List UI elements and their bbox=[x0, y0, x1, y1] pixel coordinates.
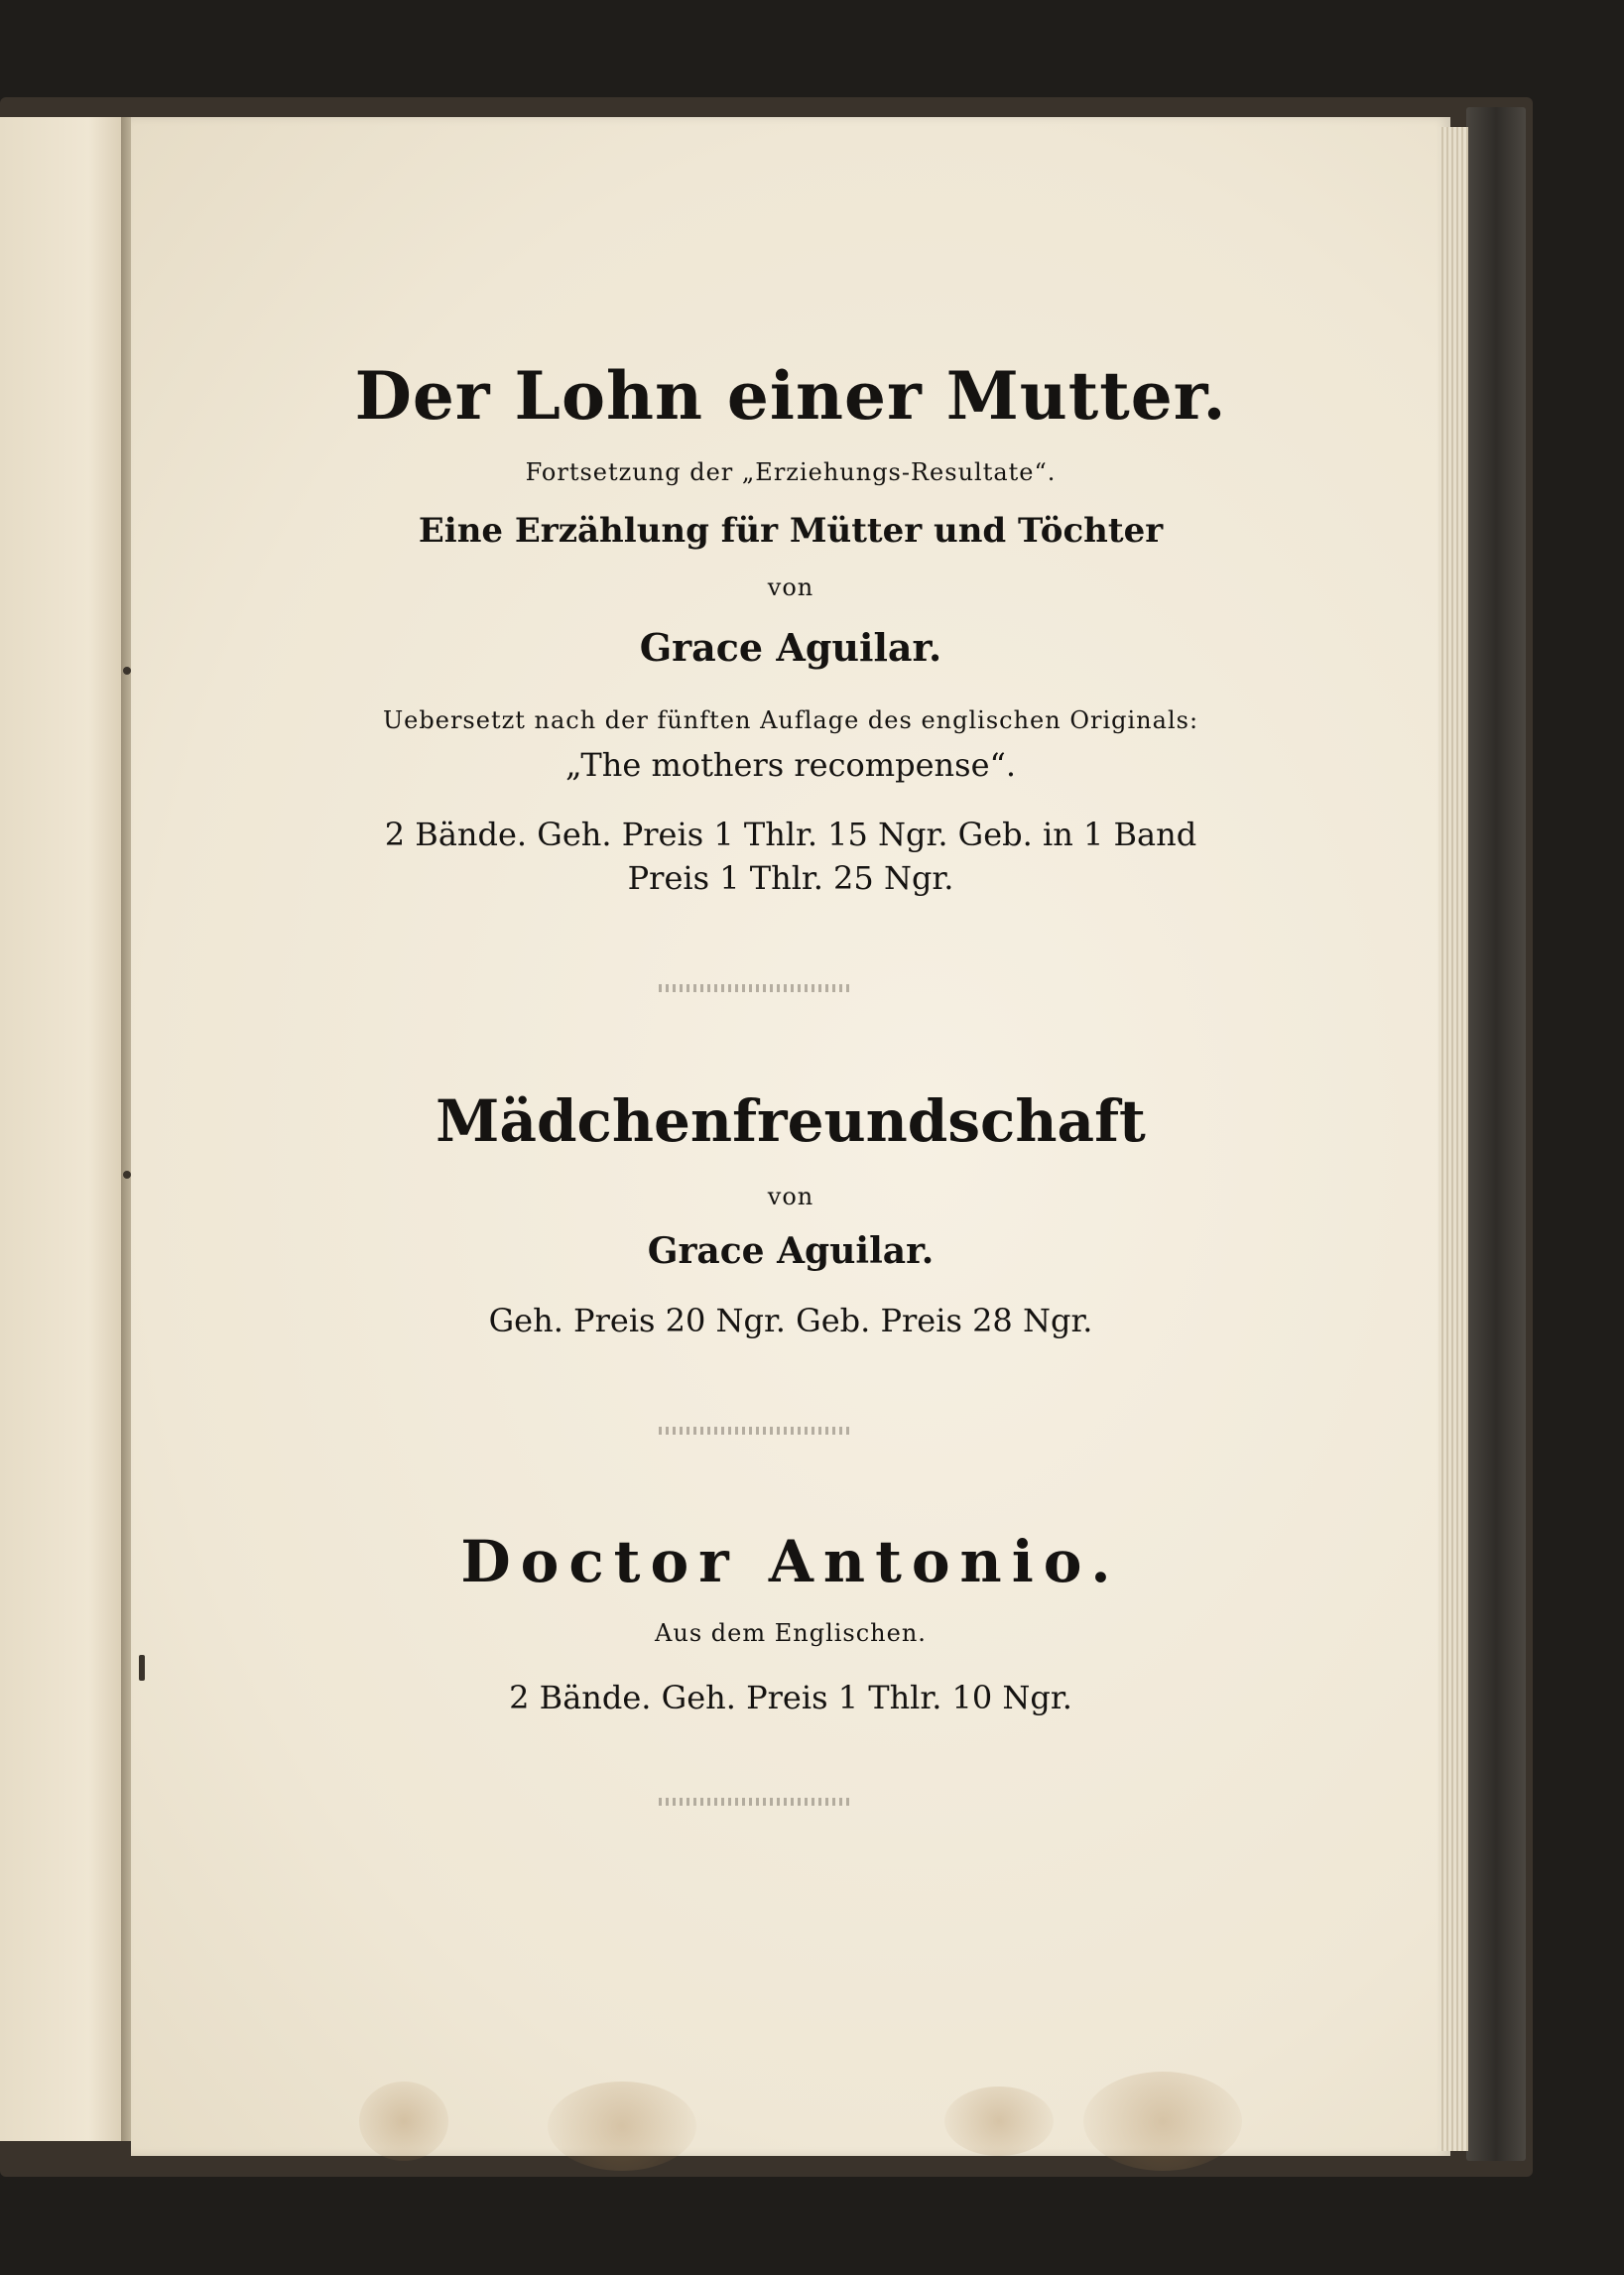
section2-title: Mädchenfreundschaft bbox=[436, 1087, 1146, 1155]
divider-ornament bbox=[655, 1798, 853, 1806]
section1-original-title: „The mothers recompense“. bbox=[564, 746, 1017, 784]
binding-mark bbox=[123, 1171, 131, 1179]
binding-mark bbox=[123, 667, 131, 675]
section2-price: Geh. Preis 20 Ngr. Geb. Preis 28 Ngr. bbox=[488, 1302, 1093, 1339]
section1-price-line1: 2 Bände. Geh. Preis 1 Thlr. 15 Ngr. Geb. in 1 Band bbox=[384, 816, 1197, 853]
section1-title: Der Lohn einer Mutter. bbox=[354, 357, 1227, 435]
water-stain bbox=[548, 2082, 696, 2171]
water-stain bbox=[359, 2082, 448, 2161]
section1-subtitle: Fortsetzung der „Erziehungs-Resultate“. bbox=[525, 458, 1057, 486]
section2-author: Grace Aguilar. bbox=[647, 1230, 935, 1272]
section1-description: Eine Erzählung für Mütter und Töchter bbox=[418, 511, 1164, 551]
section3-price: 2 Bände. Geh. Preis 1 Thlr. 10 Ngr. bbox=[509, 1679, 1072, 1716]
section3-note: Aus dem Englischen. bbox=[655, 1619, 927, 1647]
section1-price-line2: Preis 1 Thlr. 25 Ngr. bbox=[627, 859, 954, 897]
divider-ornament bbox=[655, 984, 853, 992]
book-spine bbox=[1466, 107, 1526, 2161]
divider-ornament bbox=[655, 1427, 853, 1435]
section1-translation-note: Uebersetzt nach der fünften Auflage des englischen Originals: bbox=[382, 706, 1199, 734]
section1-author: Grace Aguilar. bbox=[639, 625, 942, 670]
section3-title: Doctor Antonio. bbox=[460, 1528, 1121, 1595]
left-page bbox=[0, 117, 127, 2141]
section1-by: von bbox=[767, 573, 814, 601]
section2-by: von bbox=[767, 1183, 814, 1210]
binding-thread bbox=[139, 1655, 145, 1681]
water-stain bbox=[944, 2086, 1054, 2156]
water-stain bbox=[1083, 2072, 1242, 2171]
